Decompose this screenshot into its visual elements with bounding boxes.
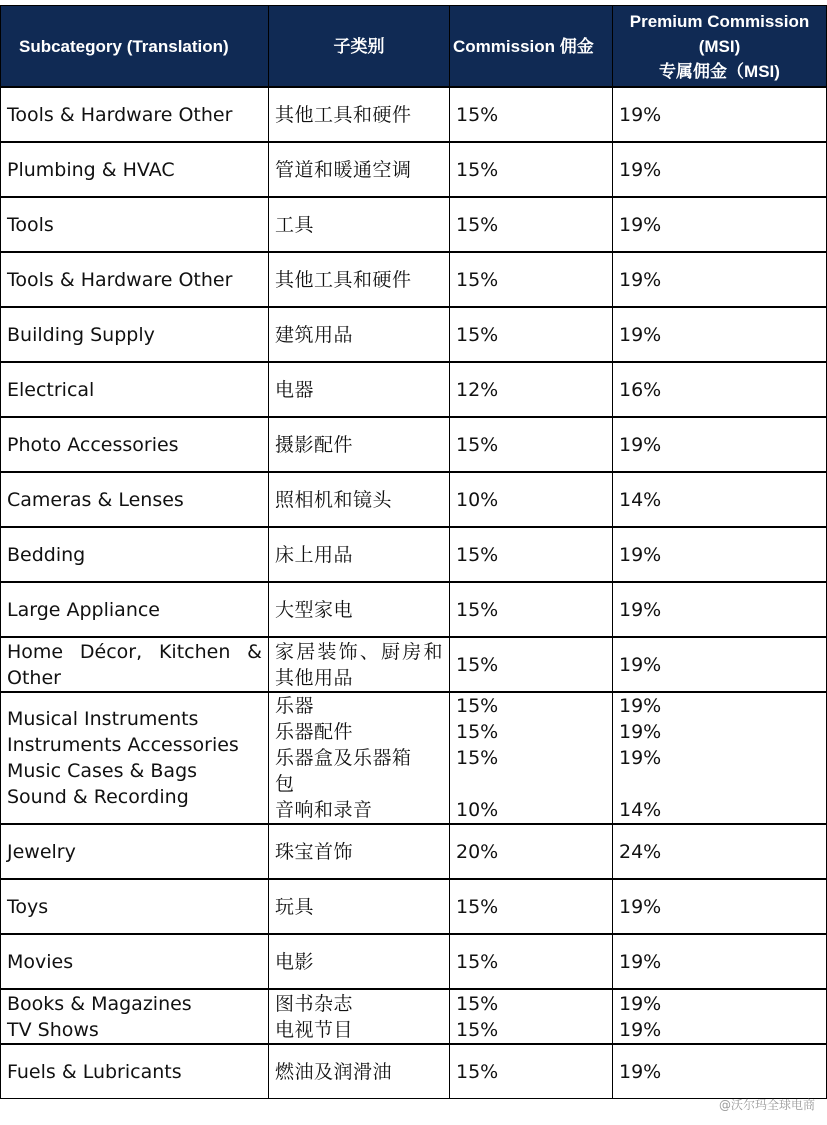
cell-commission [450, 362, 613, 417]
cell-subcategory [1, 692, 269, 824]
cell-commission-line: 15% [456, 992, 499, 1015]
cell-commission [450, 989, 613, 1044]
cell-subcategory-cn-text: 建筑用品 [275, 323, 354, 346]
cell-premium-text: 19% [619, 653, 662, 676]
table-row [1, 824, 827, 879]
cell-commission-line: 15% [456, 695, 499, 717]
cell-subcategory-cn [269, 824, 450, 879]
cell-premium-line: 19% [619, 992, 662, 1015]
cell-premium-text: 24% [619, 840, 662, 863]
cell-commission-text: 15% [456, 158, 499, 181]
cell-subcategory-cn-line: 音响和录音 [275, 799, 373, 821]
cell-subcategory [1, 989, 269, 1044]
cell-subcategory [1, 934, 269, 989]
cell-subcategory-cn-text: 家居装饰、厨房和其他用品 [275, 640, 443, 689]
cell-subcategory [1, 417, 269, 472]
cell-commission [450, 824, 613, 879]
table-row [1, 1044, 827, 1099]
cell-subcategory-line: Sound & Recording [7, 786, 189, 808]
cell-premium [613, 362, 827, 417]
cell-commission-text: 15% [456, 213, 499, 236]
cell-subcategory [1, 472, 269, 527]
cell-subcategory-cn [269, 142, 450, 197]
cell-commission [450, 692, 613, 824]
cell-subcategory-cn-text: 大型家电 [275, 598, 354, 621]
cell-commission [450, 307, 613, 362]
cell-subcategory [1, 252, 269, 307]
cell-commission [450, 1044, 613, 1099]
table-row [1, 142, 827, 197]
cell-subcategory-cn-text: 电器 [275, 378, 315, 401]
cell-premium-line: 19% [619, 747, 662, 769]
cell-commission-text: 15% [456, 433, 499, 456]
cell-subcategory-cn [269, 637, 450, 692]
cell-subcategory-cn [269, 1044, 450, 1099]
cell-subcategory-cn-text: 玩具 [275, 895, 315, 918]
cell-premium [613, 252, 827, 307]
watermark: @沃尔玛全球电商 [718, 1098, 815, 1112]
cell-premium-text: 14% [619, 488, 662, 511]
cell-premium [613, 527, 827, 582]
cell-premium [613, 307, 827, 362]
cell-commission-text: 15% [456, 268, 499, 291]
cell-premium [613, 989, 827, 1044]
table-row [1, 87, 827, 142]
cell-premium [613, 879, 827, 934]
cell-subcategory-cn [269, 989, 450, 1044]
cell-commission [450, 527, 613, 582]
cell-subcategory-cn [269, 692, 450, 824]
cell-premium [613, 142, 827, 197]
cell-subcategory [1, 1044, 269, 1099]
cell-subcategory-text: Electrical [7, 378, 95, 401]
cell-premium-text: 19% [619, 213, 662, 236]
cell-premium [613, 637, 827, 692]
header-subcategory: Subcategory (Translation) [1, 6, 269, 88]
cell-premium [613, 824, 827, 879]
header-premium-line2: (MSI) [698, 36, 741, 56]
cell-subcategory-text: Tools [7, 213, 54, 236]
table-row [1, 637, 827, 692]
cell-subcategory-cn-text: 照相机和镜头 [275, 488, 393, 511]
cell-subcategory-line: Home Décor, Kitchen & Other [7, 640, 262, 689]
cell-premium [613, 197, 827, 252]
cell-premium-text: 19% [619, 1060, 662, 1083]
cell-subcategory [1, 307, 269, 362]
cell-commission-text: 15% [456, 543, 499, 566]
cell-commission-line: 15% [456, 1018, 499, 1041]
cell-subcategory-cn-text: 床上用品 [275, 543, 354, 566]
header-commission: Commission 佣金 [450, 6, 613, 88]
header-premium-line3: 专属佣金（MSI) [659, 61, 780, 81]
cell-subcategory [1, 362, 269, 417]
table-row [1, 362, 827, 417]
cell-commission-text: 15% [456, 598, 499, 621]
cell-commission-text: 15% [456, 1060, 499, 1083]
cell-premium-line: 19% [619, 1018, 662, 1041]
cell-subcategory-cn-line: 电视节目 [275, 1018, 354, 1041]
cell-subcategory-text: Large Appliance [7, 598, 160, 621]
cell-subcategory [1, 87, 269, 142]
commission-table [0, 5, 827, 1099]
cell-subcategory [1, 879, 269, 934]
cell-subcategory [1, 637, 269, 692]
cell-subcategory-line: TV Shows [7, 1018, 99, 1041]
cell-commission-line: 10% [456, 799, 499, 821]
cell-commission-text: 15% [456, 895, 499, 918]
cell-subcategory [1, 527, 269, 582]
header-premium-line1: Premium Commission [629, 11, 810, 31]
cell-subcategory-cn-text: 其他工具和硬件 [275, 103, 412, 126]
cell-subcategory-line: Music Cases & Bags [7, 760, 198, 782]
cell-subcategory-cn-text: 珠宝首饰 [275, 840, 354, 863]
cell-premium-text: 19% [619, 433, 662, 456]
cell-subcategory-text: Bedding [7, 543, 86, 566]
cell-subcategory-cn-line: 图书杂志 [275, 992, 354, 1015]
cell-subcategory-cn-text: 工具 [275, 213, 315, 236]
cell-premium [613, 934, 827, 989]
cell-premium [613, 417, 827, 472]
cell-subcategory-cn [269, 307, 450, 362]
cell-commission-text: 20% [456, 840, 499, 863]
cell-subcategory-cn [269, 417, 450, 472]
cell-subcategory-cn [269, 582, 450, 637]
cell-subcategory-text: Movies [7, 950, 74, 973]
cell-subcategory [1, 824, 269, 879]
cell-premium-text: 19% [619, 268, 662, 291]
cell-subcategory-cn [269, 879, 450, 934]
header-row [1, 6, 827, 88]
cell-premium [613, 472, 827, 527]
cell-premium-text: 19% [619, 950, 662, 973]
header-subcategory-cn: 子类别 [269, 6, 450, 88]
table-row [1, 417, 827, 472]
table-row [1, 197, 827, 252]
cell-subcategory-text: Tools & Hardware Other [7, 268, 233, 291]
cell-premium-line: 14% [619, 799, 662, 821]
cell-premium-text: 19% [619, 543, 662, 566]
cell-subcategory-text: Cameras & Lenses [7, 488, 184, 511]
cell-subcategory-cn-line: 乐器盒及乐器箱 [275, 747, 412, 769]
cell-premium-text: 19% [619, 895, 662, 918]
cell-subcategory-text: Photo Accessories [7, 433, 179, 456]
cell-subcategory-cn-text: 燃油及润滑油 [275, 1060, 393, 1083]
cell-commission [450, 582, 613, 637]
cell-commission-line [456, 771, 606, 797]
cell-premium-line: 19% [619, 695, 662, 717]
cell-commission-text: 15% [456, 653, 499, 676]
cell-subcategory-cn [269, 87, 450, 142]
table-row [1, 934, 827, 989]
cell-subcategory-cn-line: 包 [275, 773, 295, 795]
table-row [1, 582, 827, 637]
cell-subcategory-cn-text: 电影 [275, 950, 315, 973]
cell-commission-text: 15% [456, 323, 499, 346]
cell-subcategory-cn [269, 362, 450, 417]
cell-commission [450, 142, 613, 197]
table-row [1, 879, 827, 934]
cell-subcategory-text: Toys [7, 895, 49, 918]
cell-premium-text: 19% [619, 598, 662, 621]
cell-subcategory-text: Plumbing & HVAC [7, 158, 175, 181]
cell-commission-text: 10% [456, 488, 499, 511]
cell-subcategory [1, 582, 269, 637]
cell-subcategory-text: Building Supply [7, 323, 155, 346]
cell-premium-text: 19% [619, 103, 662, 126]
cell-commission [450, 252, 613, 307]
cell-commission [450, 417, 613, 472]
cell-subcategory-cn-text: 其他工具和硬件 [275, 268, 412, 291]
cell-commission [450, 197, 613, 252]
cell-subcategory-cn-text: 摄影配件 [275, 433, 354, 456]
cell-premium [613, 692, 827, 824]
cell-subcategory-cn-line: 乐器 [275, 695, 315, 717]
cell-premium [613, 87, 827, 142]
table-row [1, 252, 827, 307]
cell-commission [450, 879, 613, 934]
cell-commission-line: 15% [456, 747, 499, 769]
cell-commission [450, 637, 613, 692]
cell-commission [450, 934, 613, 989]
cell-commission-text: 15% [456, 950, 499, 973]
cell-commission-line: 15% [456, 721, 499, 743]
header-premium-commission [613, 6, 827, 88]
cell-subcategory-text: Tools & Hardware Other [7, 103, 233, 126]
cell-subcategory [1, 197, 269, 252]
cell-subcategory-cn [269, 472, 450, 527]
cell-subcategory-cn [269, 252, 450, 307]
table-row [1, 989, 827, 1044]
table-row [1, 472, 827, 527]
cell-commission [450, 87, 613, 142]
cell-subcategory-cn-line: 乐器配件 [275, 721, 354, 743]
cell-subcategory-text: Fuels & Lubricants [7, 1060, 182, 1083]
cell-subcategory-cn [269, 197, 450, 252]
cell-subcategory-cn [269, 527, 450, 582]
cell-premium-line: 19% [619, 721, 662, 743]
cell-commission [450, 472, 613, 527]
cell-commission-text: 15% [456, 103, 499, 126]
cell-premium [613, 582, 827, 637]
cell-premium-text: 19% [619, 323, 662, 346]
cell-subcategory [1, 142, 269, 197]
cell-subcategory-text: Jewelry [7, 840, 76, 863]
cell-subcategory-cn-text: 管道和暖通空调 [275, 158, 412, 181]
table-row [1, 527, 827, 582]
cell-subcategory-line: Books & Magazines [7, 992, 192, 1015]
table-row [1, 692, 827, 824]
cell-subcategory-line: Musical Instruments [7, 708, 199, 730]
cell-subcategory-line: Instruments Accessories [7, 734, 239, 756]
cell-premium-text: 16% [619, 378, 662, 401]
cell-premium-text: 19% [619, 158, 662, 181]
cell-premium [613, 1044, 827, 1099]
cell-premium-line [619, 771, 820, 797]
cell-commission-text: 12% [456, 378, 499, 401]
cell-subcategory-cn [269, 934, 450, 989]
table-row [1, 307, 827, 362]
